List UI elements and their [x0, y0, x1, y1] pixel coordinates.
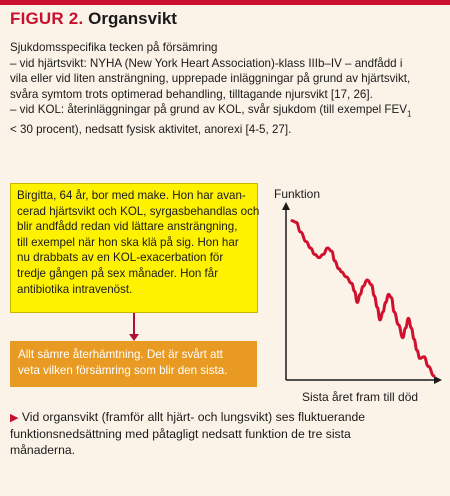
outcome-line: Allt sämre återhämtning. Det är svårt att	[18, 348, 223, 361]
caption-line: månaderna.	[10, 443, 76, 457]
description-line: – vid KOL: återinläggningar på grund av KOL, svår sjukdom (till exempel FEV	[10, 103, 407, 116]
figure-label: FIGUR 2.	[10, 9, 84, 28]
case-line: till exempel när hon ska klä på sig. Hon har	[17, 235, 239, 249]
description-line: Sjukdomsspecifika tecken på försämring	[10, 41, 218, 54]
case-line: antibiotika intravenöst.	[17, 282, 133, 296]
description-line: < 30 procent), nedsatt fysisk aktivitet, anorexi [4-5, 27].	[10, 122, 292, 136]
description-text	[10, 40, 442, 137]
function-series-line	[292, 221, 434, 376]
connector-arrow-head	[129, 334, 139, 341]
function-chart	[268, 178, 444, 410]
case-line: blir andfådd redan vid lättare ansträngning,	[17, 220, 238, 234]
x-axis-label: Sista året fram till död	[302, 390, 419, 404]
case-box	[10, 183, 258, 313]
top-accent-bar	[0, 0, 450, 5]
outcome-box	[10, 341, 257, 387]
description-line: vila eller vid liten ansträngning, upprepade inläggningar på grund av hjärtsvikt,	[10, 72, 411, 85]
caption-line: funktionsnedsättning med påtagligt nedsatt funktion de tre sista	[10, 427, 351, 441]
caption-text	[10, 409, 442, 458]
fev-subscript: 1	[406, 109, 412, 119]
caption-marker-icon: ▶	[10, 412, 19, 424]
description-line: svåra symtom trots optimerad behandling, tilltagande njursvikt [17, 26].	[10, 87, 373, 101]
figure-heading	[10, 9, 177, 29]
caption-line: Vid organsvikt (framför allt hjärt- och lungsvikt) ses fluktuerande	[21, 410, 366, 424]
y-axis-label: Funktion	[274, 187, 321, 201]
case-line: Birgitta, 64 år, bor med make. Hon har avan-	[17, 189, 246, 202]
description-line: – vid hjärtsvikt: NYHA (New York Heart Association)-klass IIIb–IV – andfådd i	[10, 56, 403, 70]
case-line: tredje gången på sex månader. Hon får	[17, 266, 219, 280]
case-line: nu drabbats av en KOL-exacerbation för	[17, 251, 224, 265]
description-line-kol	[10, 102, 442, 122]
figure-title: Organsvikt	[88, 9, 177, 28]
case-line: cerad hjärtsvikt och KOL, syrgasbehandlas och	[17, 204, 260, 218]
outcome-line: veta vilken försämring som blir den sista.	[18, 363, 228, 377]
